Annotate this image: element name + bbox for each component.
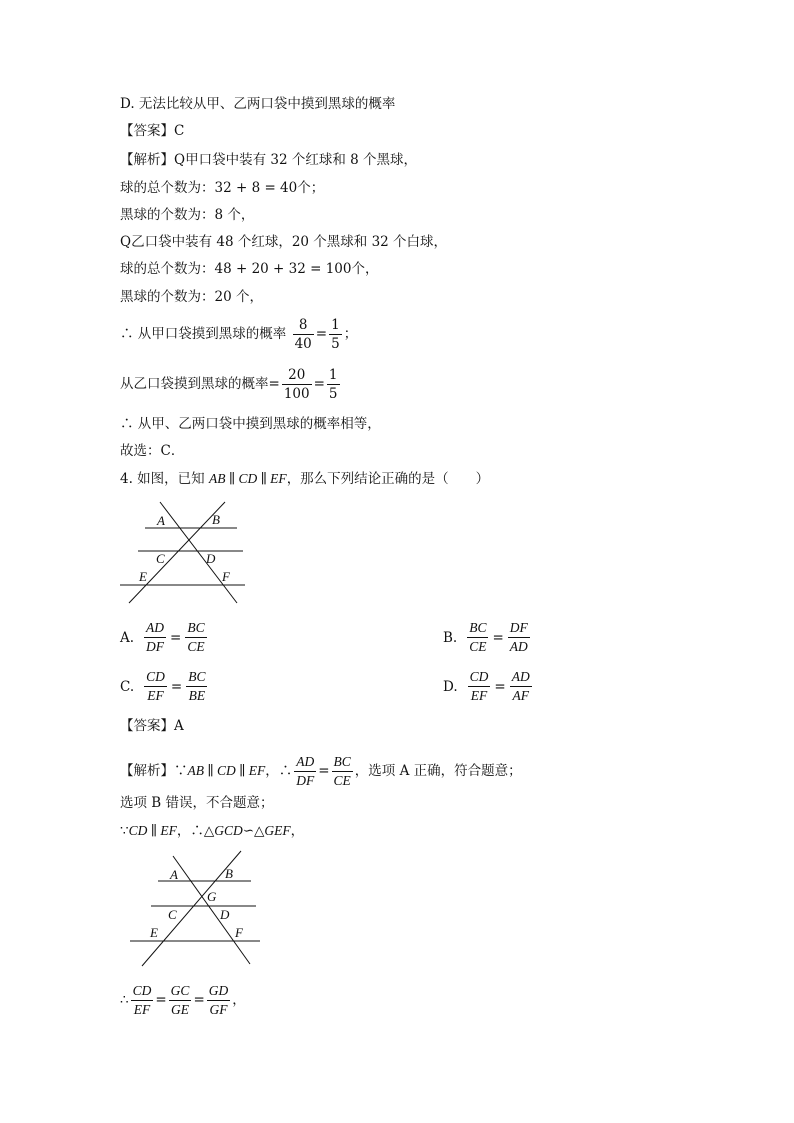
fraction <box>332 753 353 790</box>
label-a: A <box>157 513 165 528</box>
label-b: B <box>212 512 220 527</box>
label-e: E <box>150 925 158 940</box>
punctuation: ， <box>290 823 305 839</box>
therefore-symbol: ，∴ <box>176 823 204 839</box>
question-4-math: AB ∥ CD ∥ EF <box>208 471 287 486</box>
punctuation: ， <box>232 992 246 1008</box>
option-b: B. $\frac{BC}{CE}$ = $\frac{DF}{AD}$ <box>443 620 528 654</box>
fraction <box>144 619 166 656</box>
fraction <box>294 753 316 790</box>
fraction <box>508 619 530 656</box>
denominator: CE <box>333 773 351 788</box>
label-g: G <box>207 889 217 904</box>
option-c: C. $\frac{CD}{EF}$ = $\frac{BC}{BE}$ <box>120 669 206 703</box>
numerator: CD <box>468 668 491 687</box>
label-f: F <box>222 569 230 584</box>
fraction <box>207 982 231 1019</box>
fraction <box>131 982 154 1019</box>
fraction <box>144 668 167 705</box>
option-label: B. <box>443 629 458 646</box>
final-ratio-line: ∴ $\frac{CD}{EF}$ = $\frac{GC}{GE}$ = $\frac{GD}{GF}$ ， <box>120 983 246 1017</box>
numerator: GD <box>207 982 231 1001</box>
analysis-3-line-5: 球的总个数为：48 + 20 + 32 = 100个， <box>120 261 379 277</box>
label-b: B <box>225 866 233 881</box>
analysis-4-math: AB ∥ CD ∥ EF <box>187 763 266 778</box>
denominator: GE <box>171 1002 190 1017</box>
analysis-3-line-4: Q乙口袋中装有 48 个红球，20 个黑球和 32 个白球， <box>120 234 448 250</box>
numerator: AD <box>294 753 316 772</box>
because-symbol: ∵ <box>120 823 129 839</box>
fraction <box>186 668 207 705</box>
numerator: CD <box>144 668 167 687</box>
numerator: BC <box>185 619 206 638</box>
similar-triangles: △GCD∽△GEF <box>203 823 291 838</box>
denominator: AD <box>509 639 528 654</box>
transversal-1 <box>160 502 237 603</box>
label-f: F <box>235 925 243 940</box>
numerator: BC <box>332 753 353 772</box>
denominator: 40 <box>294 336 312 352</box>
fraction <box>169 982 192 1019</box>
analysis-3-line-3: 黑球的个数为：8 个， <box>120 207 255 223</box>
denominator: EF <box>470 688 488 703</box>
question-4-suffix: ，那么下列结论正确的是（ ） <box>286 471 490 487</box>
numerator: GC <box>169 982 192 1001</box>
denominator: 5 <box>328 386 338 402</box>
denominator: AF <box>512 688 529 703</box>
numerator: AD <box>510 668 532 687</box>
option-a: A. $\frac{AD}{DF}$ = $\frac{BC}{CE}$ <box>120 620 205 654</box>
denominator: 5 <box>331 336 340 352</box>
answer-4: 【答案】A <box>120 718 184 734</box>
label-d: D <box>220 907 230 922</box>
probability-yi-label: 从乙口袋摸到黑球的概率 <box>120 376 269 392</box>
probability-jia-line: ∴ 从甲口袋摸到黑球的概率 $\frac{8}{40}$ = $\frac{1}{5}$ ； <box>120 317 358 352</box>
question-4-prefix: 4. 如图，已知 <box>120 471 209 487</box>
fraction <box>327 366 340 403</box>
option-label: A. <box>120 629 135 646</box>
choose-3: 故选：C． <box>120 443 185 459</box>
denominator: EF <box>147 688 164 703</box>
denominator: DF <box>296 773 315 788</box>
numerator: 1 <box>331 317 340 333</box>
analysis-4-line-1: 【解析】∵AB ∥ CD ∥ EF，∴ $\frac{AD}{DF}$ = $\frac{BC}{CE}$ ，选项 A 正确，符合题意； <box>120 754 522 788</box>
option-d: D. $\frac{CD}{EF}$ = $\frac{AD}{AF}$ <box>443 669 530 703</box>
analysis-3-line-7: ∴ 从甲、乙两口袋中摸到黑球的概率相等， <box>120 416 381 432</box>
denominator: EF <box>133 1002 151 1017</box>
analysis-4-line-2: 选项 B 错误，不合题意； <box>120 795 274 811</box>
label-c: C <box>156 551 165 566</box>
option-label: C. <box>120 678 135 695</box>
figure-1 <box>115 497 250 607</box>
punctuation: ； <box>343 326 358 342</box>
fraction <box>293 316 314 353</box>
probability-jia-label: ∴ 从甲口袋摸到黑球的概率 <box>120 326 287 342</box>
denominator: CE <box>469 639 487 654</box>
denominator: BE <box>188 688 206 703</box>
numerator: BC <box>467 619 488 638</box>
question-4 <box>120 469 489 489</box>
analysis-4-mid: ，∴ <box>265 763 293 779</box>
numerator: AD <box>144 619 166 638</box>
fraction <box>329 316 342 353</box>
label-c: C <box>168 907 177 922</box>
fraction <box>468 668 491 705</box>
denominator: CE <box>187 639 205 654</box>
option-d-line: D. 无法比较从甲、乙两口袋中摸到黑球的概率 <box>120 96 396 112</box>
fraction <box>185 619 206 656</box>
analysis-3-line-1: 【解析】Q甲口袋中装有 32 个红球和 8 个黑球， <box>120 152 417 168</box>
answer-3: 【答案】C <box>120 123 185 139</box>
probability-yi-line: 从乙口袋摸到黑球的概率= $\frac{20}{100}$ = $\frac{1}{5}$ <box>120 367 338 402</box>
denominator: GF <box>209 1002 228 1017</box>
fraction <box>510 668 532 705</box>
numerator: CD <box>131 982 154 1001</box>
option-label: D. <box>443 678 458 695</box>
parallel-statement: CD ∥ EF <box>128 823 177 838</box>
therefore-symbol: ∴ <box>120 992 129 1008</box>
numerator: 8 <box>293 316 314 335</box>
figure-2 <box>125 848 265 970</box>
fraction <box>282 366 312 403</box>
denominator: DF <box>146 639 165 654</box>
label-e: E <box>139 569 147 584</box>
analysis-3-line-2: 球的总个数为：32 + 8 = 40个； <box>120 180 325 196</box>
analysis-4-suffix: ，选项 A 正确，符合题意； <box>354 763 522 779</box>
transversal-1 <box>173 856 250 964</box>
numerator: 1 <box>328 367 338 383</box>
analysis-3-line-6: 黑球的个数为：20 个， <box>120 289 263 305</box>
denominator: 100 <box>283 386 310 402</box>
numerator: BC <box>186 668 207 687</box>
label-a: A <box>170 867 178 882</box>
label-d: D <box>206 551 216 566</box>
numerator: 20 <box>282 366 312 385</box>
analysis-4-prefix: 【解析】∵ <box>120 763 188 779</box>
fraction <box>467 619 488 656</box>
numerator: DF <box>508 619 530 638</box>
analysis-4-line-3 <box>120 821 304 841</box>
